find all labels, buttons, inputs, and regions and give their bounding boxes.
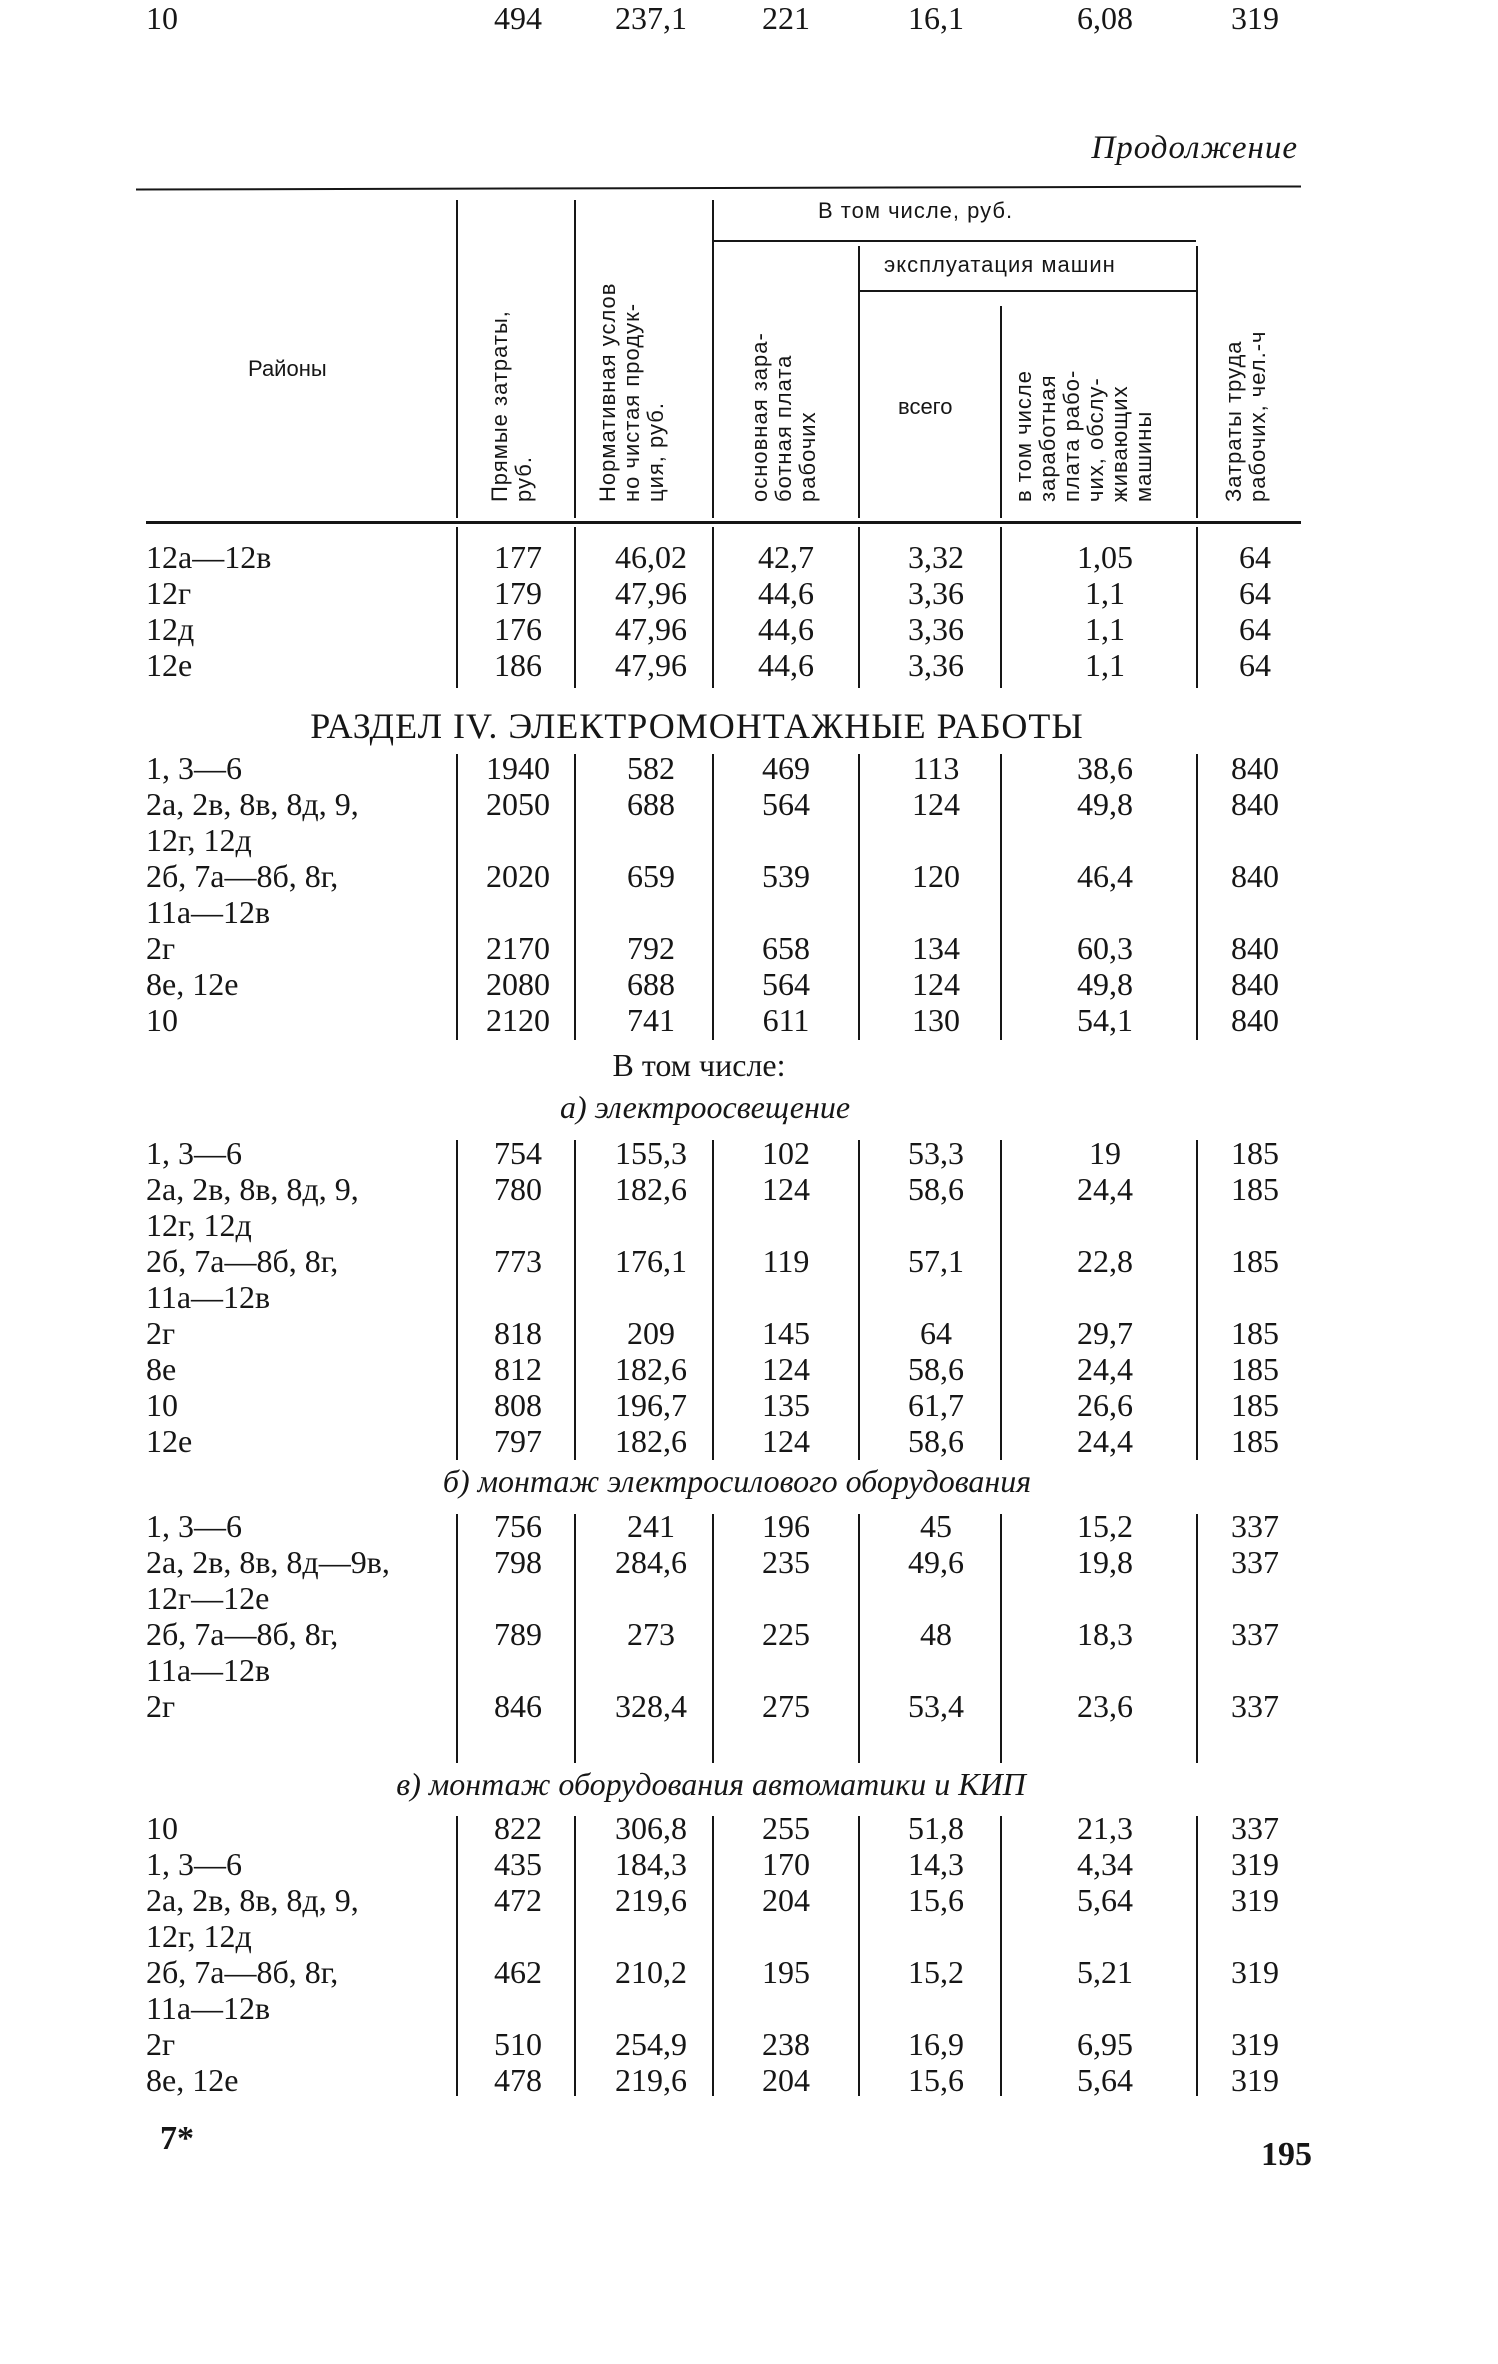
table-row (0, 647, 1498, 683)
value-cell: 185 (1231, 1171, 1279, 1207)
value-cell: 435 (494, 1846, 542, 1882)
value-cell: 822 (494, 1810, 542, 1846)
value-cell: 61,7 (908, 1387, 964, 1423)
region-cell: 12е (146, 647, 193, 683)
value-cell: 1940 (486, 750, 550, 786)
value-cell: 237,1 (615, 0, 687, 36)
region-cell: 12г, 12д (146, 1918, 252, 1954)
value-cell: 611 (762, 1002, 810, 1038)
value-cell: 130 (912, 1002, 960, 1038)
value-cell: 3,36 (908, 647, 964, 683)
section-subheading: В том числе: (612, 1047, 786, 1083)
value-cell: 196,7 (615, 1387, 687, 1423)
value-cell: 15,2 (908, 1954, 964, 1990)
value-cell: 155,3 (615, 1135, 687, 1171)
value-cell: 64 (1239, 539, 1271, 575)
table-row (0, 1544, 1498, 1580)
value-cell: 24,4 (1077, 1423, 1133, 1459)
value-cell: 319 (1231, 1882, 1279, 1918)
value-cell: 29,7 (1077, 1315, 1133, 1351)
value-cell: 210,2 (615, 1954, 687, 1990)
region-cell: 2б, 7а—8б, 8г, (146, 1954, 339, 1990)
value-cell: 21,3 (1077, 1810, 1133, 1846)
value-cell: 64 (1239, 611, 1271, 647)
continued-label: Продолжение (1091, 130, 1298, 166)
value-cell: 57,1 (908, 1243, 964, 1279)
value-cell: 4,34 (1077, 1846, 1133, 1882)
value-cell: 49,8 (1077, 966, 1133, 1002)
value-cell: 539 (762, 858, 810, 894)
value-cell: 478 (494, 2062, 542, 2098)
table-row (0, 1990, 1498, 2026)
value-cell: 47,96 (615, 647, 687, 683)
value-cell: 2080 (486, 966, 550, 1002)
value-cell: 22,8 (1077, 1243, 1133, 1279)
page-number: 195 (1261, 2136, 1312, 2173)
value-cell: 3,36 (908, 575, 964, 611)
value-cell: 219,6 (615, 2062, 687, 2098)
value-cell: 219,6 (615, 1882, 687, 1918)
value-cell: 337 (1231, 1688, 1279, 1724)
header-incl-wage: в том числе заработная плата рабо- чих, обслу- живающих машины (1011, 369, 1156, 502)
header-labor: Затраты труда рабочих, чел.-ч (1221, 330, 1270, 502)
value-cell: 564 (762, 966, 810, 1002)
value-cell: 176 (494, 611, 542, 647)
value-cell: 225 (762, 1616, 810, 1652)
table-row (0, 930, 1498, 966)
region-cell: 1, 3—6 (146, 1508, 242, 1544)
value-cell: 14,3 (908, 1846, 964, 1882)
value-cell: 185 (1231, 1387, 1279, 1423)
value-cell: 47,96 (615, 611, 687, 647)
value-cell: 53,4 (908, 1688, 964, 1724)
value-cell: 798 (494, 1544, 542, 1580)
region-cell: 10 (146, 1002, 178, 1038)
value-cell: 24,4 (1077, 1171, 1133, 1207)
value-cell: 284,6 (615, 1544, 687, 1580)
value-cell: 185 (1231, 1315, 1279, 1351)
value-cell: 16,1 (908, 0, 964, 36)
value-cell: 45 (920, 1508, 952, 1544)
region-cell: 2б, 7а—8б, 8г, (146, 1616, 339, 1652)
value-cell: 792 (627, 930, 675, 966)
region-cell: 10 (146, 1810, 178, 1846)
table-row (0, 539, 1498, 575)
region-cell: 8е, 12е (146, 2062, 239, 2098)
value-cell: 209 (627, 1315, 675, 1351)
value-cell: 328,4 (615, 1688, 687, 1724)
value-cell: 840 (1231, 930, 1279, 966)
value-cell: 120 (912, 858, 960, 894)
value-cell: 196 (762, 1508, 810, 1544)
value-cell: 789 (494, 1616, 542, 1652)
value-cell: 134 (912, 930, 960, 966)
value-cell: 469 (762, 750, 810, 786)
value-cell: 2020 (486, 858, 550, 894)
table-row (0, 1508, 1498, 1544)
table-row (0, 2026, 1498, 2062)
table-row (0, 1243, 1498, 1279)
value-cell: 46,02 (615, 539, 687, 575)
value-cell: 15,6 (908, 2062, 964, 2098)
region-cell: 1, 3—6 (146, 1135, 242, 1171)
table-row (0, 1135, 1498, 1171)
table-row (0, 1846, 1498, 1882)
table-row (0, 1580, 1498, 1616)
value-cell: 254,9 (615, 2026, 687, 2062)
value-cell: 3,36 (908, 611, 964, 647)
value-cell: 58,6 (908, 1171, 964, 1207)
value-cell: 44,6 (758, 647, 814, 683)
region-cell: 12г, 12д (146, 822, 252, 858)
header-divider (1000, 306, 1002, 518)
value-cell: 135 (762, 1387, 810, 1423)
table-row (0, 1652, 1498, 1688)
value-cell: 5,64 (1077, 2062, 1133, 2098)
header-machine-ops: эксплуатация машин (884, 252, 1116, 277)
value-cell: 185 (1231, 1423, 1279, 1459)
table-row (0, 750, 1498, 786)
region-cell: 1, 3—6 (146, 1846, 242, 1882)
section-title: РАЗДЕЛ IV. ЭЛЕКТРОМОНТАЖНЫЕ РАБОТЫ (310, 706, 1084, 746)
value-cell: 124 (912, 786, 960, 822)
table-row (0, 1351, 1498, 1387)
header-divider (456, 200, 458, 518)
table-row (0, 1171, 1498, 1207)
value-cell: 688 (627, 966, 675, 1002)
region-cell: 2г (146, 930, 176, 966)
value-cell: 49,8 (1077, 786, 1133, 822)
region-cell: 8е (146, 1351, 177, 1387)
table-row (0, 1954, 1498, 1990)
table-row (0, 1002, 1498, 1038)
signature-mark: 7* (160, 2120, 194, 2157)
value-cell: 808 (494, 1387, 542, 1423)
table-row (0, 1207, 1498, 1243)
section-v: в) монтаж оборудования автоматики и КИП (396, 1766, 1026, 1802)
region-cell: 11а—12в (146, 1652, 271, 1688)
value-cell: 60,3 (1077, 930, 1133, 966)
value-cell: 18,3 (1077, 1616, 1133, 1652)
value-cell: 58,6 (908, 1423, 964, 1459)
value-cell: 5,64 (1077, 1882, 1133, 1918)
value-cell: 204 (762, 1882, 810, 1918)
value-cell: 49,6 (908, 1544, 964, 1580)
header-incl-rub: В том числе, руб. (818, 198, 1014, 223)
value-cell: 1,1 (1085, 575, 1125, 611)
value-cell: 773 (494, 1243, 542, 1279)
value-cell: 319 (1231, 2026, 1279, 2062)
value-cell: 241 (627, 1508, 675, 1544)
region-cell: 8е, 12е (146, 966, 239, 1002)
value-cell: 42,7 (758, 539, 814, 575)
value-cell: 306,8 (615, 1810, 687, 1846)
value-cell: 184,3 (615, 1846, 687, 1882)
value-cell: 688 (627, 786, 675, 822)
header-divider (1196, 246, 1198, 518)
value-cell: 46,4 (1077, 858, 1133, 894)
header-subrule (858, 290, 1196, 292)
region-cell: 2г (146, 2026, 176, 2062)
value-cell: 319 (1231, 2062, 1279, 2098)
region-cell: 2г (146, 1315, 176, 1351)
region-cell: 12г, 12д (146, 1207, 252, 1243)
value-cell: 53,3 (908, 1135, 964, 1171)
table-row (0, 575, 1498, 611)
value-cell: 119 (762, 1243, 810, 1279)
value-cell: 818 (494, 1315, 542, 1351)
table-row (0, 822, 1498, 858)
value-cell: 54,1 (1077, 1002, 1133, 1038)
header-regions: Районы (248, 356, 327, 381)
table-row (0, 1688, 1498, 1724)
value-cell: 64 (1239, 647, 1271, 683)
value-cell: 124 (762, 1423, 810, 1459)
value-cell: 15,6 (908, 1882, 964, 1918)
value-cell: 44,6 (758, 575, 814, 611)
value-cell: 6,08 (1077, 0, 1133, 36)
region-cell: 11а—12в (146, 894, 271, 930)
header-base-wage: основная зара- ботная плата рабочих (747, 332, 820, 502)
table-row (0, 1423, 1498, 1459)
value-cell: 564 (762, 786, 810, 822)
value-cell: 659 (627, 858, 675, 894)
value-cell: 124 (762, 1351, 810, 1387)
value-cell: 5,21 (1077, 1954, 1133, 1990)
table-row (0, 1810, 1498, 1846)
value-cell: 3,32 (908, 539, 964, 575)
table-row (0, 1279, 1498, 1315)
table-row (0, 1882, 1498, 1918)
value-cell: 47,96 (615, 575, 687, 611)
value-cell: 337 (1231, 1810, 1279, 1846)
table-row (0, 0, 1498, 36)
value-cell: 658 (762, 930, 810, 966)
region-cell: 12а—12в (146, 539, 272, 575)
section-b: б) монтаж электросилового оборудования (442, 1463, 1032, 1499)
value-cell: 275 (762, 1688, 810, 1724)
value-cell: 195 (762, 1954, 810, 1990)
value-cell: 38,6 (1077, 750, 1133, 786)
region-cell: 2б, 7а—8б, 8г, (146, 858, 339, 894)
table-row (0, 894, 1498, 930)
table-row (0, 966, 1498, 1002)
table-top-rule (136, 185, 1301, 190)
value-cell: 1,05 (1077, 539, 1133, 575)
region-cell: 11а—12в (146, 1990, 271, 2026)
value-cell: 51,8 (908, 1810, 964, 1846)
value-cell: 19,8 (1077, 1544, 1133, 1580)
value-cell: 124 (912, 966, 960, 1002)
value-cell: 756 (494, 1508, 542, 1544)
value-cell: 64 (1239, 575, 1271, 611)
value-cell: 846 (494, 1688, 542, 1724)
table-row (0, 2062, 1498, 2098)
header-divider (712, 200, 714, 518)
value-cell: 102 (762, 1135, 810, 1171)
region-cell: 2г (146, 1688, 176, 1724)
region-cell: 10 (146, 1387, 178, 1423)
region-cell: 1, 3—6 (146, 750, 242, 786)
value-cell: 113 (912, 750, 960, 786)
header-subrule (712, 240, 1196, 242)
value-cell: 812 (494, 1351, 542, 1387)
value-cell: 754 (494, 1135, 542, 1171)
value-cell: 337 (1231, 1508, 1279, 1544)
value-cell: 16,9 (908, 2026, 964, 2062)
header-normative: Нормативная услов но чистая продук- ция, руб. (595, 282, 668, 502)
table-row (0, 786, 1498, 822)
value-cell: 176,1 (615, 1243, 687, 1279)
value-cell: 235 (762, 1544, 810, 1580)
value-cell: 185 (1231, 1351, 1279, 1387)
value-cell: 221 (762, 0, 810, 36)
header-divider (858, 246, 860, 518)
value-cell: 319 (1231, 1846, 1279, 1882)
value-cell: 2120 (486, 1002, 550, 1038)
value-cell: 145 (762, 1315, 810, 1351)
header-total: всего (898, 394, 953, 419)
value-cell: 337 (1231, 1544, 1279, 1580)
value-cell: 177 (494, 539, 542, 575)
value-cell: 204 (762, 2062, 810, 2098)
value-cell: 741 (627, 1002, 675, 1038)
value-cell: 182,6 (615, 1351, 687, 1387)
value-cell: 472 (494, 1882, 542, 1918)
value-cell: 582 (627, 750, 675, 786)
value-cell: 170 (762, 1846, 810, 1882)
value-cell: 319 (1231, 0, 1279, 36)
value-cell: 2050 (486, 786, 550, 822)
section-a: а) электроосвещение (559, 1089, 851, 1125)
value-cell: 124 (762, 1171, 810, 1207)
value-cell: 337 (1231, 1616, 1279, 1652)
value-cell: 462 (494, 1954, 542, 1990)
table-row (0, 1387, 1498, 1423)
value-cell: 238 (762, 2026, 810, 2062)
region-cell: 12д (146, 611, 195, 647)
table-row (0, 1918, 1498, 1954)
value-cell: 1,1 (1085, 647, 1125, 683)
region-cell: 11а—12в (146, 1279, 271, 1315)
value-cell: 185 (1231, 1243, 1279, 1279)
value-cell: 840 (1231, 858, 1279, 894)
table-row (0, 1616, 1498, 1652)
value-cell: 780 (494, 1171, 542, 1207)
value-cell: 6,95 (1077, 2026, 1133, 2062)
value-cell: 23,6 (1077, 1688, 1133, 1724)
region-cell: 2а, 2в, 8в, 8д, 9, (146, 1882, 359, 1918)
value-cell: 58,6 (908, 1351, 964, 1387)
value-cell: 273 (627, 1616, 675, 1652)
value-cell: 186 (494, 647, 542, 683)
value-cell: 255 (762, 1810, 810, 1846)
table-row (0, 1315, 1498, 1351)
value-cell: 840 (1231, 786, 1279, 822)
value-cell: 26,6 (1077, 1387, 1133, 1423)
value-cell: 1,1 (1085, 611, 1125, 647)
header-divider (574, 200, 576, 518)
region-cell: 12г—12е (146, 1580, 270, 1616)
header-bottom-rule (146, 521, 1301, 524)
value-cell: 840 (1231, 966, 1279, 1002)
value-cell: 840 (1231, 750, 1279, 786)
value-cell: 182,6 (615, 1171, 687, 1207)
value-cell: 19 (1089, 1135, 1121, 1171)
region-cell: 2а, 2в, 8в, 8д, 9, (146, 1171, 359, 1207)
value-cell: 15,2 (1077, 1508, 1133, 1544)
value-cell: 797 (494, 1423, 542, 1459)
region-cell: 12г (146, 575, 192, 611)
value-cell: 185 (1231, 1135, 1279, 1171)
value-cell: 24,4 (1077, 1351, 1133, 1387)
region-cell: 2а, 2в, 8в, 8д—9в, (146, 1544, 390, 1580)
value-cell: 319 (1231, 1954, 1279, 1990)
value-cell: 44,6 (758, 611, 814, 647)
value-cell: 179 (494, 575, 542, 611)
table-row (0, 858, 1498, 894)
region-cell: 10 (146, 0, 178, 36)
value-cell: 840 (1231, 1002, 1279, 1038)
value-cell: 494 (494, 0, 542, 36)
region-cell: 12е (146, 1423, 193, 1459)
value-cell: 510 (494, 2026, 542, 2062)
value-cell: 64 (920, 1315, 952, 1351)
value-cell: 2170 (486, 930, 550, 966)
table-row (0, 611, 1498, 647)
region-cell: 2б, 7а—8б, 8г, (146, 1243, 339, 1279)
region-cell: 2а, 2в, 8в, 8д, 9, (146, 786, 359, 822)
value-cell: 48 (920, 1616, 952, 1652)
header-direct-costs: Прямые затраты, руб. (487, 310, 536, 502)
value-cell: 182,6 (615, 1423, 687, 1459)
